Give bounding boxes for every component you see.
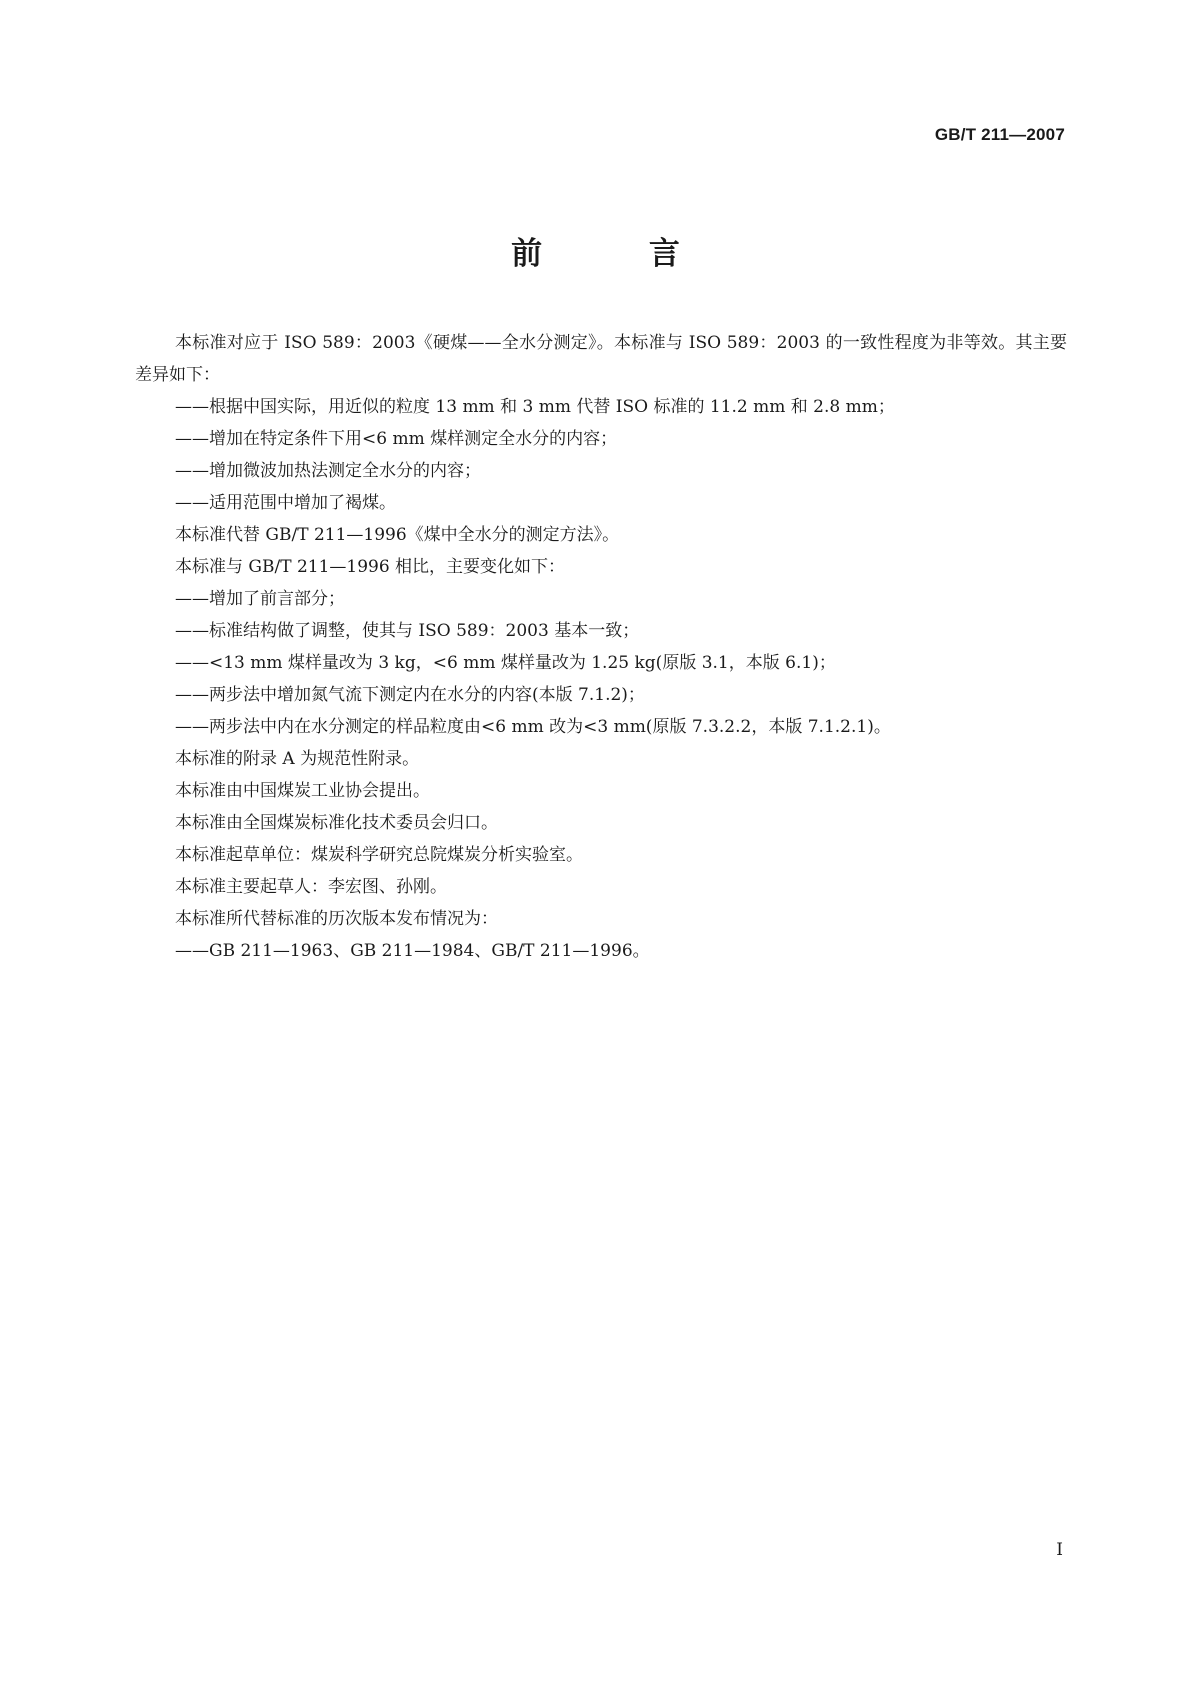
- list-item: ——增加微波加热法测定全水分的内容；: [175, 461, 481, 481]
- list-item: ——根据中国实际，用近似的粒度 13 mm 和 3 mm 代替 ISO 标准的 11.2 mm 和 2.8 mm；: [175, 397, 895, 417]
- paragraph: 本标准由全国煤炭标准化技术委员会归口。: [175, 813, 498, 833]
- list-item: ——适用范围中增加了褐煤。: [175, 493, 396, 513]
- paragraph: 本标准的附录 A 为规范性附录。: [175, 749, 420, 769]
- list-item: ——标准结构做了调整，使其与 ISO 589：2003 基本一致；: [175, 621, 640, 641]
- paragraph: 本标准主要起草人：李宏图、孙刚。: [175, 877, 447, 897]
- paragraph: 本标准所代替标准的历次版本发布情况为：: [175, 909, 498, 929]
- paragraph: 本标准起草单位：煤炭科学研究总院煤炭分析实验室。: [175, 845, 583, 865]
- page-number: I: [1056, 1540, 1063, 1560]
- paragraph: 本标准对应于 ISO 589：2003《硬煤——全水分测定》。本标准与 ISO 589：2003 的一致性程度为非等效。其主要差异如下：: [135, 333, 1067, 385]
- list-item: ——两步法中内在水分测定的样品粒度由<6 mm 改为<3 mm(原版 7.3.2.2，本版 7.1.2.1)。: [175, 717, 891, 737]
- paragraph: 本标准代替 GB/T 211—1996《煤中全水分的测定方法》。: [175, 525, 620, 545]
- list-item: ——增加了前言部分；: [175, 589, 345, 609]
- paragraph: 本标准与 GB/T 211—1996 相比，主要变化如下：: [175, 557, 566, 577]
- document-body: [135, 327, 1067, 967]
- list-item: ——两步法中增加氮气流下测定内在水分的内容(本版 7.1.2)；: [175, 685, 645, 705]
- list-item: ——GB 211—1963、GB 211—1984、GB/T 211—1996。: [175, 941, 650, 961]
- list-item: ——增加在特定条件下用<6 mm 煤样测定全水分的内容；: [175, 429, 618, 449]
- paragraph: 本标准由中国煤炭工业协会提出。: [175, 781, 430, 801]
- standard-code: GB/T 211—2007: [934, 125, 1065, 144]
- list-item: ——<13 mm 煤样量改为 3 kg，<6 mm 煤样量改为 1.25 kg(原版 3.1，本版 6.1)；: [175, 653, 836, 673]
- page-title: 前 言: [511, 236, 728, 272]
